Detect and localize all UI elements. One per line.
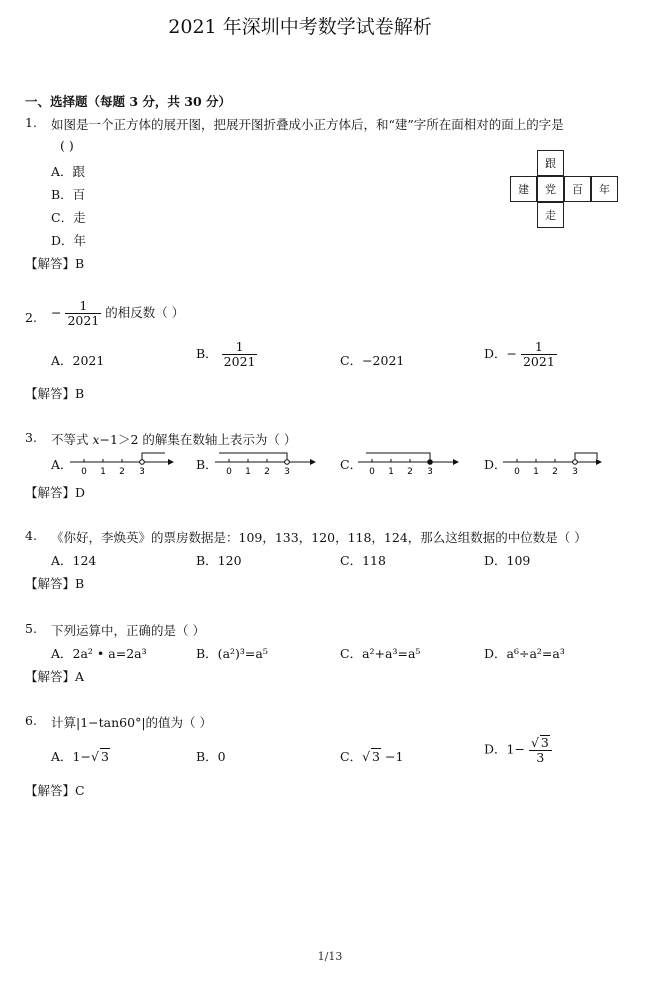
question-text (51, 299, 184, 328)
numerator: 1 (65, 299, 101, 314)
option-d: D．109 (484, 553, 531, 568)
answer-value: B (75, 256, 85, 271)
option-text: A．1− (51, 749, 91, 764)
answer-value: D (75, 485, 86, 500)
tick-label: 0 (81, 467, 87, 477)
option-d: D．a⁶÷a²=a³ (484, 646, 565, 661)
tick-label: 1 (533, 467, 539, 477)
fraction (521, 340, 557, 369)
question-number: 5. (25, 621, 37, 636)
option-c: C．−2021 (340, 353, 405, 368)
tick-label: 0 (369, 467, 375, 477)
sqrt-symbol: √ (362, 749, 371, 764)
option-text: C． (340, 749, 363, 764)
tick-label: 0 (514, 467, 520, 477)
fraction (222, 340, 258, 369)
answer-prefix: 【解答】 (25, 256, 76, 271)
option-d: D．年 (51, 233, 87, 248)
option-d (484, 340, 557, 369)
numerator: 1 (521, 340, 557, 355)
option-c: C．走 (51, 210, 86, 225)
section-heading: 一、选择题（每题 3 分，共 30 分） (25, 94, 232, 109)
denominator: 2021 (522, 353, 555, 369)
tick-label: 2 (552, 467, 558, 477)
tick-label: 1 (245, 467, 251, 477)
text-part: 不等式 (51, 432, 93, 447)
answer-line (25, 781, 85, 799)
option-b (196, 340, 257, 369)
tick-label: 2 (119, 467, 125, 477)
question-number: 6. (25, 713, 37, 728)
tick-label: 3 (427, 467, 433, 477)
tick-label: 1 (100, 467, 106, 477)
answer-prefix: 【解答】 (25, 669, 76, 684)
option-b: B．(a²)³=a⁵ (196, 646, 268, 661)
net-face-bottom-label: 走 (545, 209, 556, 222)
number-line-a (70, 450, 175, 478)
tick-label: 2 (264, 467, 270, 477)
question-text: 计算|1−tan60°|的值为（ ） (51, 715, 213, 730)
sqrt-symbol: √ (90, 749, 99, 764)
option-text: D．1− (484, 741, 525, 757)
option-label: B． (196, 345, 218, 361)
page-title: 2021 年深圳中考数学试卷解析 (168, 16, 432, 38)
question-number: 2. (25, 310, 37, 325)
fraction (65, 299, 101, 328)
net-face-top: 跟 (537, 150, 564, 176)
answer-prefix: 【解答】 (25, 783, 76, 798)
answer-prefix: 【解答】 (25, 576, 76, 591)
answer-paren: ( ) (60, 138, 74, 153)
answer-value: C (75, 783, 85, 798)
net-face-right2: 年 (591, 176, 618, 202)
answer-value: B (75, 386, 85, 401)
answer-line (25, 254, 84, 272)
number-line-c (358, 450, 463, 478)
question-number: 1. (25, 115, 37, 130)
cube-net-figure (510, 150, 622, 234)
tick-label: 3 (139, 467, 145, 477)
option-c-label: C． (340, 457, 363, 472)
option-a: A．2021 (51, 353, 105, 368)
option-b-label: B． (196, 457, 218, 472)
answer-line (25, 384, 84, 402)
question-number: 4. (25, 528, 37, 543)
numerator: √ 3 (529, 735, 552, 751)
option-a: A．2a² • a=2a³ (51, 646, 147, 661)
net-face-left: 建 (510, 176, 537, 202)
tick-label: 0 (226, 467, 232, 477)
answer-prefix: 【解答】 (25, 386, 76, 401)
number-line-b (215, 450, 320, 478)
tick-label: 1 (388, 467, 394, 477)
net-face-right1: 百 (564, 176, 591, 202)
page-number: 1/13 (317, 950, 343, 963)
numerator: 1 (222, 340, 258, 355)
option-a: A．跟 (51, 164, 86, 179)
radicand: 3 (372, 749, 380, 764)
option-label: D．− (484, 345, 517, 361)
option-a-label: A． (51, 457, 73, 472)
minus-sign: − (51, 304, 62, 320)
denominator: 3 (536, 749, 545, 765)
option-a: A．124 (51, 553, 97, 568)
radicand: 3 (100, 749, 109, 764)
option-b: B．120 (196, 553, 242, 568)
question-text: 如图是一个正方体的展开图，把展开图折叠成小正方体后，和“建”字所在面相对的面上的字是 (51, 117, 564, 132)
fraction (529, 735, 552, 765)
denominator: 2021 (67, 312, 100, 328)
option-text: −1 (381, 749, 404, 764)
variable-x: x (92, 432, 100, 447)
answer-prefix: 【解答】 (25, 485, 76, 500)
net-face-bottom (537, 202, 564, 228)
question-text (51, 430, 296, 448)
denominator: 2021 (223, 353, 256, 369)
answer-line (25, 667, 84, 685)
number-line-d (503, 450, 608, 478)
answer-value: A (75, 669, 85, 684)
option-c: C．118 (340, 553, 386, 568)
radicand: 3 (540, 735, 549, 750)
option-c: C．a²+a³=a⁵ (340, 646, 421, 661)
question-text: 下列运算中，正确的是（ ） (51, 623, 205, 638)
net-face-center: 党 (537, 176, 564, 202)
question-suffix: 的相反数（ ） (105, 304, 185, 320)
option-b: B．百 (51, 187, 86, 202)
answer-line (25, 483, 85, 501)
option-d-label: D． (484, 457, 507, 472)
option-c (340, 747, 403, 765)
question-number: 3. (25, 430, 37, 445)
option-b: B．0 (196, 749, 226, 764)
option-a (51, 747, 110, 765)
tick-label: 2 (407, 467, 413, 477)
question-text: 《你好，李焕英》的票房数据是：109，133，120，118，124，那么这组数据的中位数是（ ） (51, 530, 587, 545)
answer-value: B (75, 576, 85, 591)
tick-label: 3 (284, 467, 290, 477)
tick-label: 3 (572, 467, 578, 477)
text-part: −1＞2 的解集在数轴上表示为（ ） (99, 432, 297, 447)
option-d (484, 735, 552, 765)
answer-line (25, 574, 84, 592)
